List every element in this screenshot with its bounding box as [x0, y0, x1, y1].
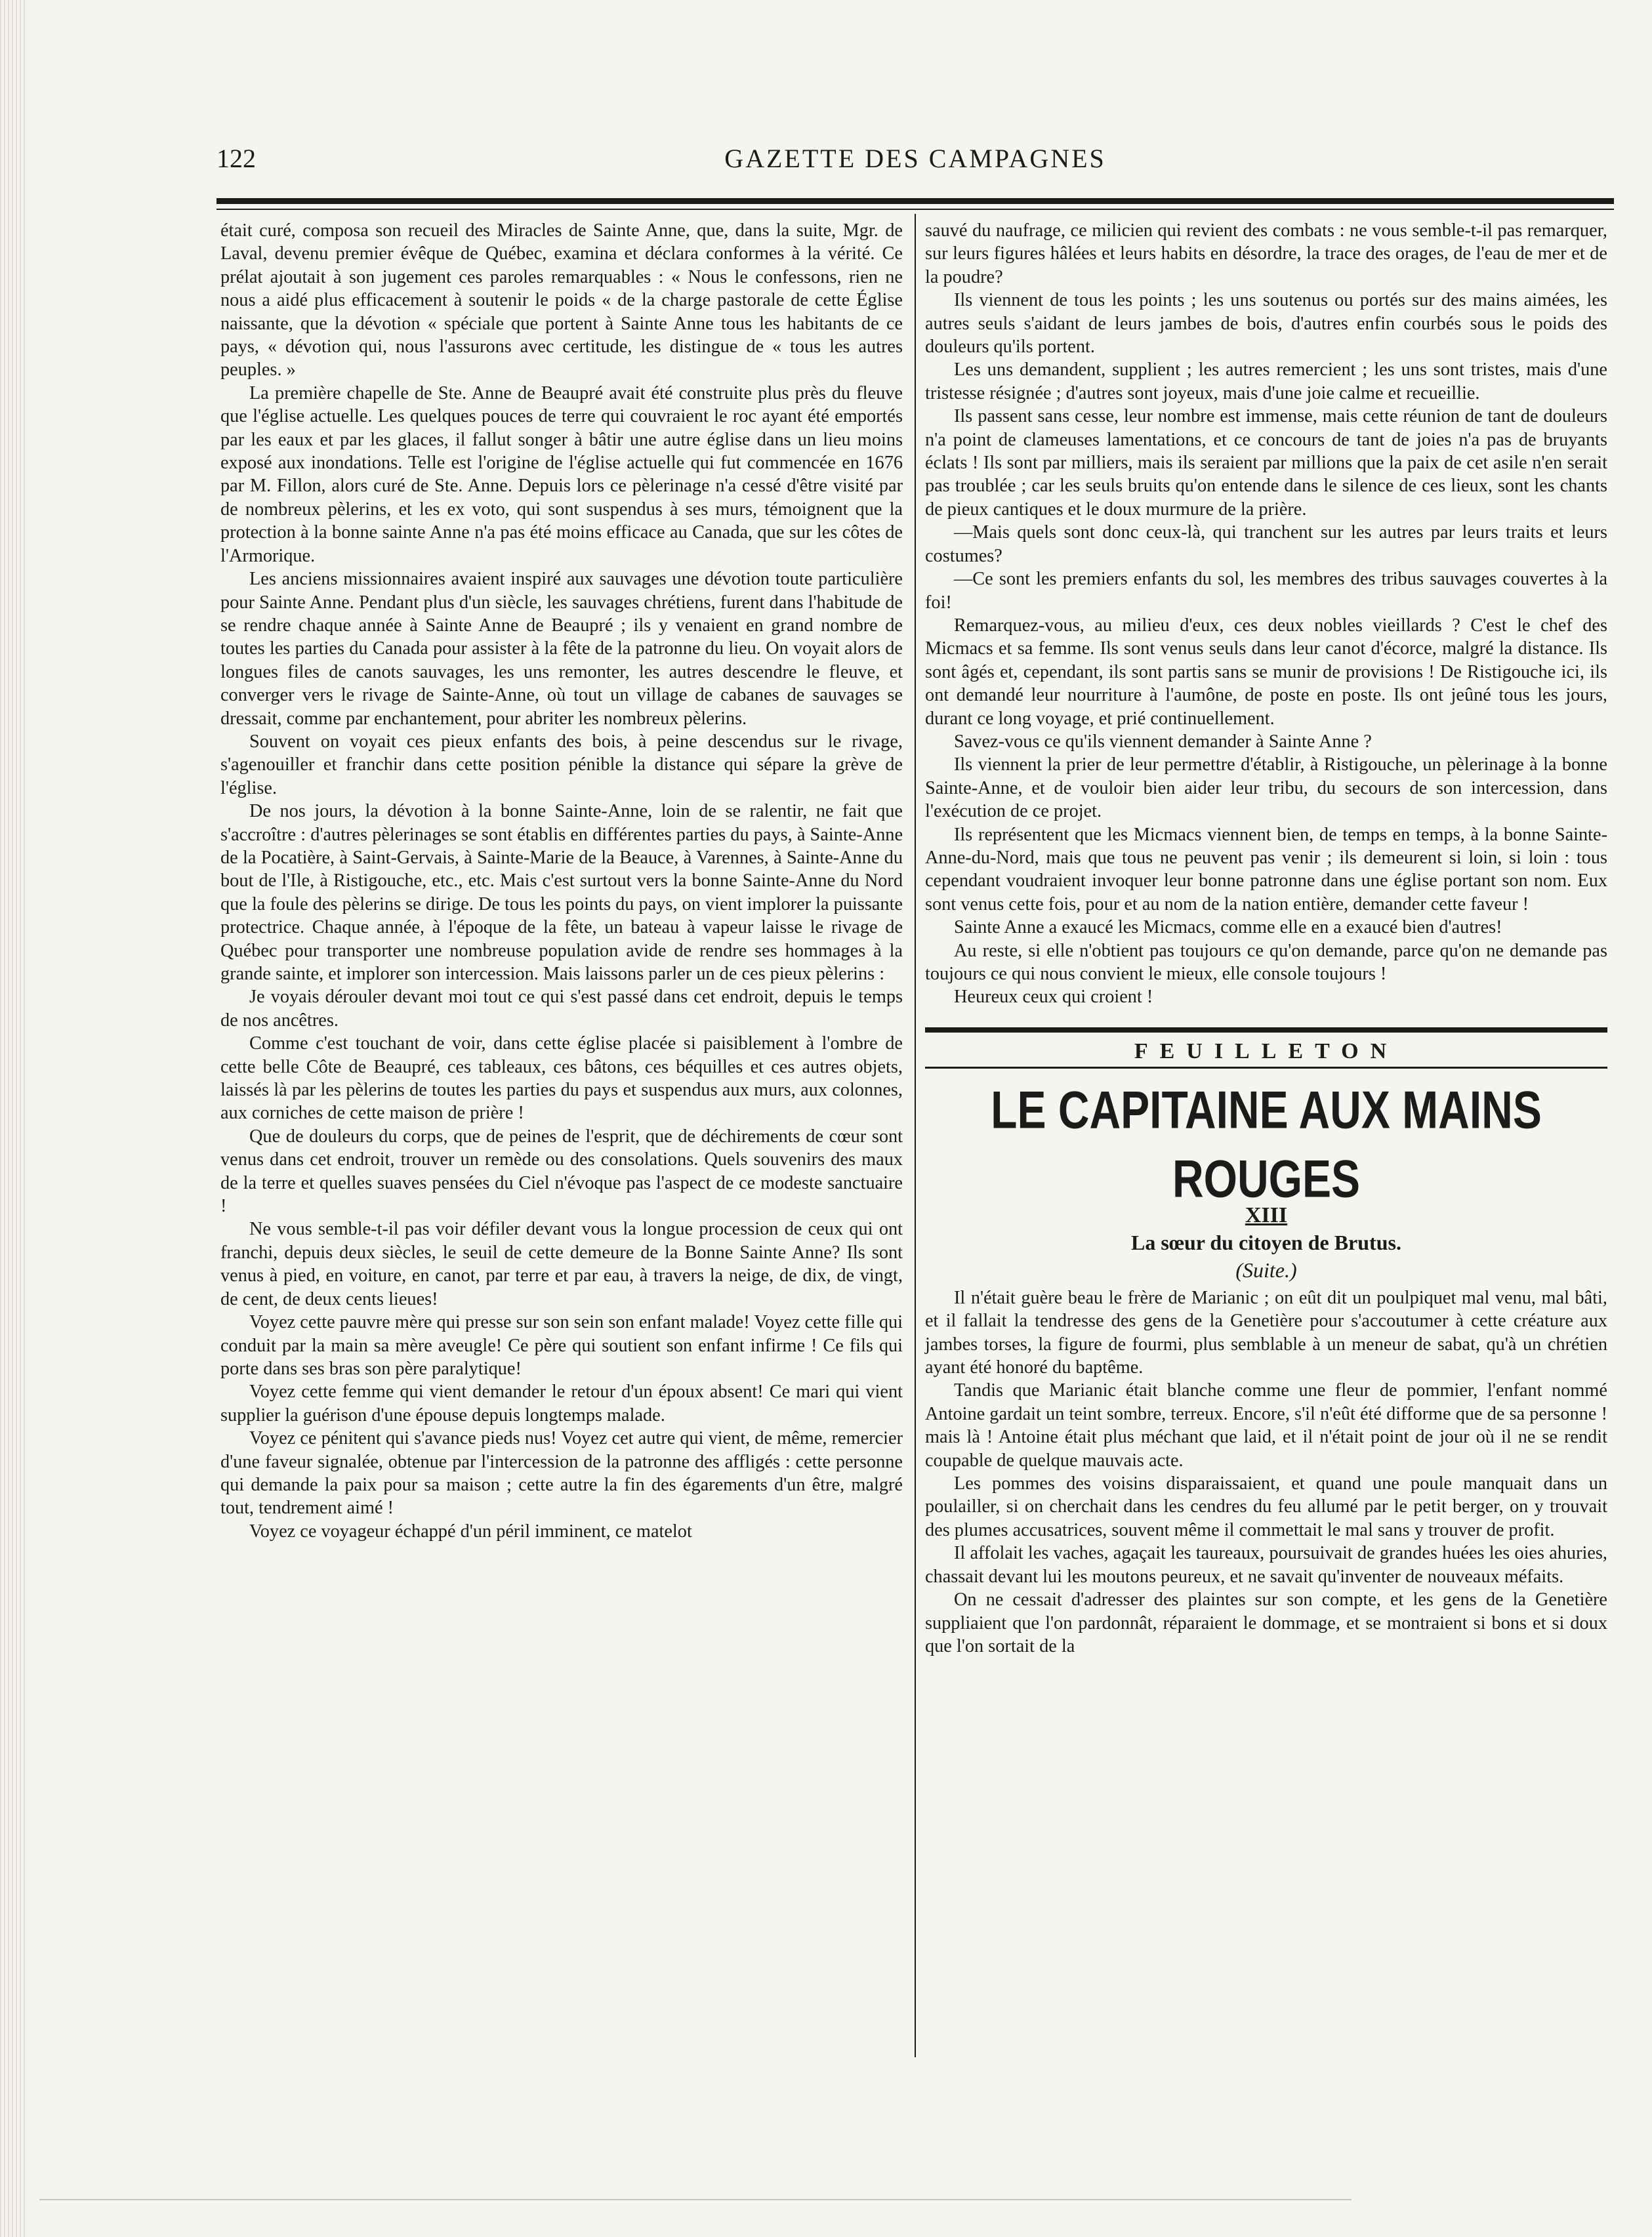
paragraph: Voyez ce pénitent qui s'avance pieds nus! Voyez cet autre qui vient, de même, remercier d'une faveur signalée, obtenue par l'intercession de la patronne des affligés : cette personne qui demande la paix pour sa maison ; cette autre la fin des égarements d'un être, malgré tout, tendrement aimé !: [220, 1428, 903, 1519]
feuilleton-paragraph: On ne cessait d'adresser des plaintes sur son compte, et les gens de la Genetière suppliaient que l'on pardonnât, réparaient le dommage, et se montraient si bons et si doux que l'on sortait de la: [925, 1590, 1607, 1656]
paragraph: Voyez ce voyageur échappé d'un péril imminent, ce matelot: [249, 1521, 692, 1542]
paragraph: Heureux ceux qui croient !: [954, 987, 1153, 1008]
paragraph: Ils viennent de tous les points ; les uns soutenus ou portés sur des mains aimées, les autres seuls s'aidant de leurs jambes de bois, d'autres enfin courbés sous le poids des douleurs qu'ils portent.: [925, 290, 1607, 358]
paragraph: Ils représentent que les Micmacs viennent bien, de temps en temps, à la bonne Sainte-Anne-du-Nord, mais que tous ne peuvent pas venir ; ils demeurent si loin, si loin : tous cependant voudraient invoquer leur bonne patronne dans une église portant son nom. Eux sont venus cette fois, pour et au nom de la nation entière, demander cette faveur !: [925, 824, 1607, 914]
paragraph: Sainte Anne a exaucé les Micmacs, comme elle en a exaucé bien d'autres!: [954, 917, 1502, 938]
paragraph: Ils passent sans cesse, leur nombre est immense, mais cette réunion de tant de douleurs n'a point de clameuses lamentations, et ce concours de tant de joies n'a pas de bruyants éclats ! Ils sont par milliers, mais ils seraient par millions que la paix de cet asile n'en serait pas troublée ; car les seuls bruits qu'on entende dans le silence de ces lieux, sont les chants de pieux cantiques et le doux murmure de la prière.: [925, 406, 1607, 520]
chapter-number: XIII: [1245, 1202, 1288, 1227]
bottom-rule: [39, 2199, 1352, 2200]
feuilleton-paragraph: Tandis que Marianic était blanche comme une fleur de pommier, l'enfant nommé Antoine gardait un teint sombre, terreux. Encore, s'il n'eût été difforme que de sa personne ! mais là ! Antoine était plus méchant que laid, et il n'était point de jour où il ne se rendit coupable de quelque mauvais acte.: [925, 1380, 1607, 1471]
paragraph: Ne vous semble-t-il pas voir défiler devant vous la longue procession de ceux qui ont franchi, depuis deux siècles, le seuil de cette demeure de la Bonne Sainte Anne? Ils sont venus à pied, en voiture, en canot, par terre et par eau, à travers la neige, de dix, de vingt, de cent, de deux cents lieues!: [220, 1219, 903, 1309]
paragraph: Remarquez-vous, au milieu d'eux, ces deux nobles vieillards ? C'est le chef des Micmacs et sa femme. Ils sont venus seuls dans leur canot d'écorce, malgré la distance. Ils sont âgés et, cependant, ils sont partis sans se munir de provisions ! De Ristigouche ici, ils ont demandé leur nourriture à l'aumône, de poste en poste. Ils ont jeûné tous les jours, durant ce long voyage, et prié continuellement.: [925, 615, 1607, 729]
feuilleton-rule: [925, 1067, 1607, 1069]
feuilleton-paragraph: Il affolait les vaches, agaçait les taureaux, poursuivait de grandes huées les oies ahuries, chassait devant lui les moutons peureux, et ne savait qu'inventer de nouveaux méfaits.: [925, 1543, 1607, 1587]
feuilleton-section: [925, 1027, 1607, 1658]
feuilleton-rule: [925, 1027, 1607, 1033]
chapter-title: La sœur du citoyen de Brutus.: [1131, 1230, 1401, 1254]
feuilleton-paragraph: Il n'était guère beau le frère de Marianic ; on eût dit un poulpiquet mal venu, mal bâti, et il fallait la tendresse des gens de la Genetière pour s'accoutumer à cette créature aux jambes torses, la figure de fourmi, plus semblable à un meneur de sabat, qu'à un chrétien ayant été honoré du baptême.: [925, 1287, 1607, 1378]
paragraph: Au reste, si elle n'obtient pas toujours ce qu'on demande, parce qu'on ne demande pas toujours ce qui nous convient le mieux, elle console toujours !: [925, 940, 1607, 984]
paragraph: était curé, composa son recueil des Miracles de Sainte Anne, que, dans la suite, Mgr. de Laval, devenu premier évêque de Québec, examina et déclara conformes à la vérité. Ce prélat ajoutait à son jugement ces paroles remarquables : « Nous le confessons, rien ne nous a aidé plus efficacement à soutenir le poids « de la charge pastorale de cette Église naissante, que la dévotion « spéciale que portent à Sainte Anne tous les habitants de ce pays, « dévotion qui, nous l'assurons avec certitude, les distingue de « tous les autres peuples. »: [220, 220, 903, 380]
right-column: [925, 219, 1607, 1658]
page-header: [217, 136, 1614, 182]
paragraph: Voyez cette pauvre mère qui presse sur son sein son enfant malade! Voyez cette fille qui conduit par la main sa mère aveugle! Ce père qui soutient son enfant infirme ! Ce fils qui porte dans ses bras son père paralytique!: [220, 1312, 903, 1379]
scan-margin-strip: [0, 0, 26, 2237]
left-column: [220, 219, 903, 1543]
paragraph: Je voyais dérouler devant moi tout ce qui s'est passé dans cet endroit, depuis le temps de nos ancêtres.: [220, 987, 903, 1031]
header-rule-thin: [217, 209, 1614, 210]
column-divider: [915, 214, 916, 2057]
paragraph: Savez-vous ce qu'ils viennent demander à Sainte Anne ?: [954, 731, 1372, 752]
journal-title: GAZETTE DES CAMPAGNES: [724, 144, 1106, 173]
paragraph: —Ce sont les premiers enfants du sol, les membres des tribus sauvages couvertes à la foi!: [925, 569, 1607, 613]
paragraph: Les uns demandent, supplient ; les autres remercient ; les uns sont tristes, mais d'une tristesse résignée ; d'autres sont joyeux, mais d'une joie calme et recueillie.: [925, 359, 1607, 403]
paragraph: Comme c'est touchant de voir, dans cette église placée si paisiblement à l'ombre de cette belle Côte de Beaupré, ces tableaux, ces bâtons, ces béquilles et ces autres objets, laissés là par les pèlerins de toutes les parties du pays et suspendus aux murs, aux colonnes, aux corniches de cette maison de prière !: [220, 1033, 903, 1124]
paragraph: De nos jours, la dévotion à la bonne Sainte-Anne, loin de se ralentir, ne fait que s'accroître : d'autres pèlerinages se sont établis en différentes parties du pays, à Sainte-Anne de la Pocatière, à Saint-Gervais, à Sainte-Marie de la Beauce, à Varennes, à Sainte-Anne du bout de l'Ile, à Ristigouche, etc., etc. Mais c'est surtout vers la bonne Sainte-Anne du Nord que la foule des pèlerins se dirige. De tous les points du pays, on vient implorer la puissante protectrice. Chaque année, à l'époque de la fête, un bateau à vapeur laisse le rivage de Québec pour transporter une nombreuse population avide de rendre ses hommages à la grande sainte, et implorer son intercession. Mais laissons parler un de ces pieux pèlerins :: [220, 801, 903, 984]
paragraph: La première chapelle de Ste. Anne de Beaupré avait été construite plus près du fleuve que l'église actuelle. Les quelques pouces de terre qui couvraient le roc ayant été emportés par les eaux et par les glaces, il fallut songer à bâtir une autre église dans un lieu moins exposé aux inondations. Telle est l'origine de l'église actuelle qui fut commencée en 1676 par M. Fillon, alors curé de Ste. Anne. Depuis lors ce pèlerinage n'a cessé d'être visité par de nombreux pèlerins, et les ex voto, qui sont suspendus à ses murs, témoignent que la protection à la bonne sainte Anne n'a pas été moins efficace au Canada, que sur les côtes de l'Armorique.: [220, 382, 903, 566]
feuilleton-paragraph: Les pommes des voisins disparaissaient, et quand une poule manquait dans un poulailler, si on cherchait dans les cendres du feu allumé par le petit berger, on y trouvait des plumes accusatrices, souvent même il commettait le mal sans y trouver de profit.: [925, 1473, 1607, 1540]
paragraph: —Mais quels sont donc ceux-là, qui tranchent sur les autres par leurs traits et leurs costumes?: [925, 522, 1607, 566]
header-rule-thick: [217, 198, 1614, 204]
chapter-suite: (Suite.): [1235, 1258, 1297, 1282]
paragraph: Souvent on voyait ces pieux enfants des bois, à peine descendus sur le rivage, s'agenouiller et franchir dans cette position pénible la distance qui sépare la grève de l'église.: [220, 731, 903, 798]
feuilleton-label: FEUILLETON: [1134, 1038, 1399, 1063]
paragraph: Voyez cette femme qui vient demander le retour d'un époux absent! Ce mari qui vient supplier la guérison d'une épouse depuis longtemps malade.: [220, 1382, 903, 1426]
page-number: 122: [217, 144, 256, 173]
paragraph: sauvé du naufrage, ce milicien qui revient des combats : ne vous semble-t-il pas remarquer, sur leurs figures hâlées et leurs habits en désordre, la trace des orages, de l'eau de mer et de la poudre?: [925, 220, 1607, 287]
paragraph: Ils viennent la prier de leur permettre d'établir, à Ristigouche, un pèlerinage à la bonne Sainte-Anne, et de vouloir bien aider leur tribu, du secours de son intercession, dans l'exécution de ce projet.: [925, 754, 1607, 822]
paragraph: Que de douleurs du corps, que de peines de l'esprit, que de déchirements de cœur sont venus dans cet endroit, trouver un remède ou des consolations. Quels souvenirs des maux de la terre et quelles suaves pensées du Ciel n'évoque pas l'aspect de ce modeste sanctuaire !: [220, 1126, 903, 1217]
novel-title: LE CAPITAINE AUX MAINS ROUGES: [991, 1080, 1542, 1208]
paragraph: Les anciens missionnaires avaient inspiré aux sauvages une dévotion toute particulière pour Sainte Anne. Pendant plus d'un siècle, les sauvages chrétiens, furent dans l'habitude de se rendre chaque année à Sainte Anne de Beaupré ; ils y venaient en grand nombre de toutes les parties du Canada pour assister à la fête de la patronne du lieu. On voyait alors de longues files de canots sauvages, les uns remonter, les autres descendre le fleuve, et converger vers le rivage de Sainte-Anne, où tout un village de cabanes de sauvages se dressait, comme par enchantement, pour abriter les nombreux pèlerins.: [220, 569, 903, 729]
